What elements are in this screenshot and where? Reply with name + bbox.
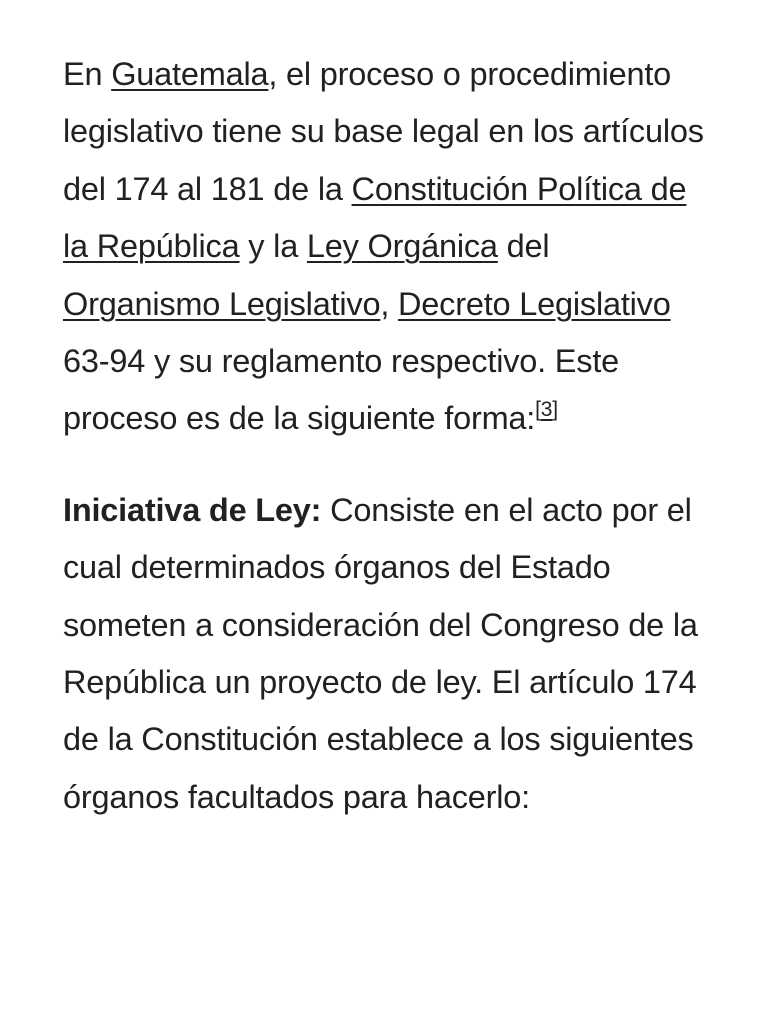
link-guatemala[interactable]: Guatemala <box>111 56 269 92</box>
paragraph-legislative-process <box>63 46 713 448</box>
reference-bracket-open: [ <box>535 398 541 422</box>
reference-superscript[interactable] <box>535 398 558 421</box>
bold-term: Iniciativa de Ley: <box>63 491 322 528</box>
text-segment: , el proceso o procedimiento legislativo tiene su base legal en los artículos del 174 al 181 de la <box>63 56 704 207</box>
article-content <box>63 46 713 826</box>
link-ley-organica[interactable]: Ley Orgánica <box>306 228 498 265</box>
text-segment: 63-94 y su reglamento respectivo. Este proceso es de la siguiente forma: <box>63 343 620 437</box>
paragraph-iniciativa-de-ley <box>63 482 713 826</box>
reference-link[interactable]: 3 <box>540 398 553 422</box>
text-segment: , <box>380 285 399 322</box>
text-segment: y la <box>239 228 307 265</box>
text-segment: En <box>63 56 112 92</box>
text-segment: del <box>497 228 550 265</box>
link-decreto-legislativo[interactable]: Decreto Legislativo <box>398 285 671 322</box>
link-constitucion[interactable]: Constitución Política de la República <box>63 170 687 265</box>
text-segment: Consiste en el acto por el cual determinados órganos del Estado someten a consideración del Congreso de la República un proyecto de ley. El artículo 174 de la Constitución establece a los siguientes órganos facultados para hacerlo: <box>63 491 698 815</box>
reference-bracket-close: ] <box>552 398 558 422</box>
link-organismo-legislativo[interactable]: Organismo Legislativo <box>63 285 381 322</box>
